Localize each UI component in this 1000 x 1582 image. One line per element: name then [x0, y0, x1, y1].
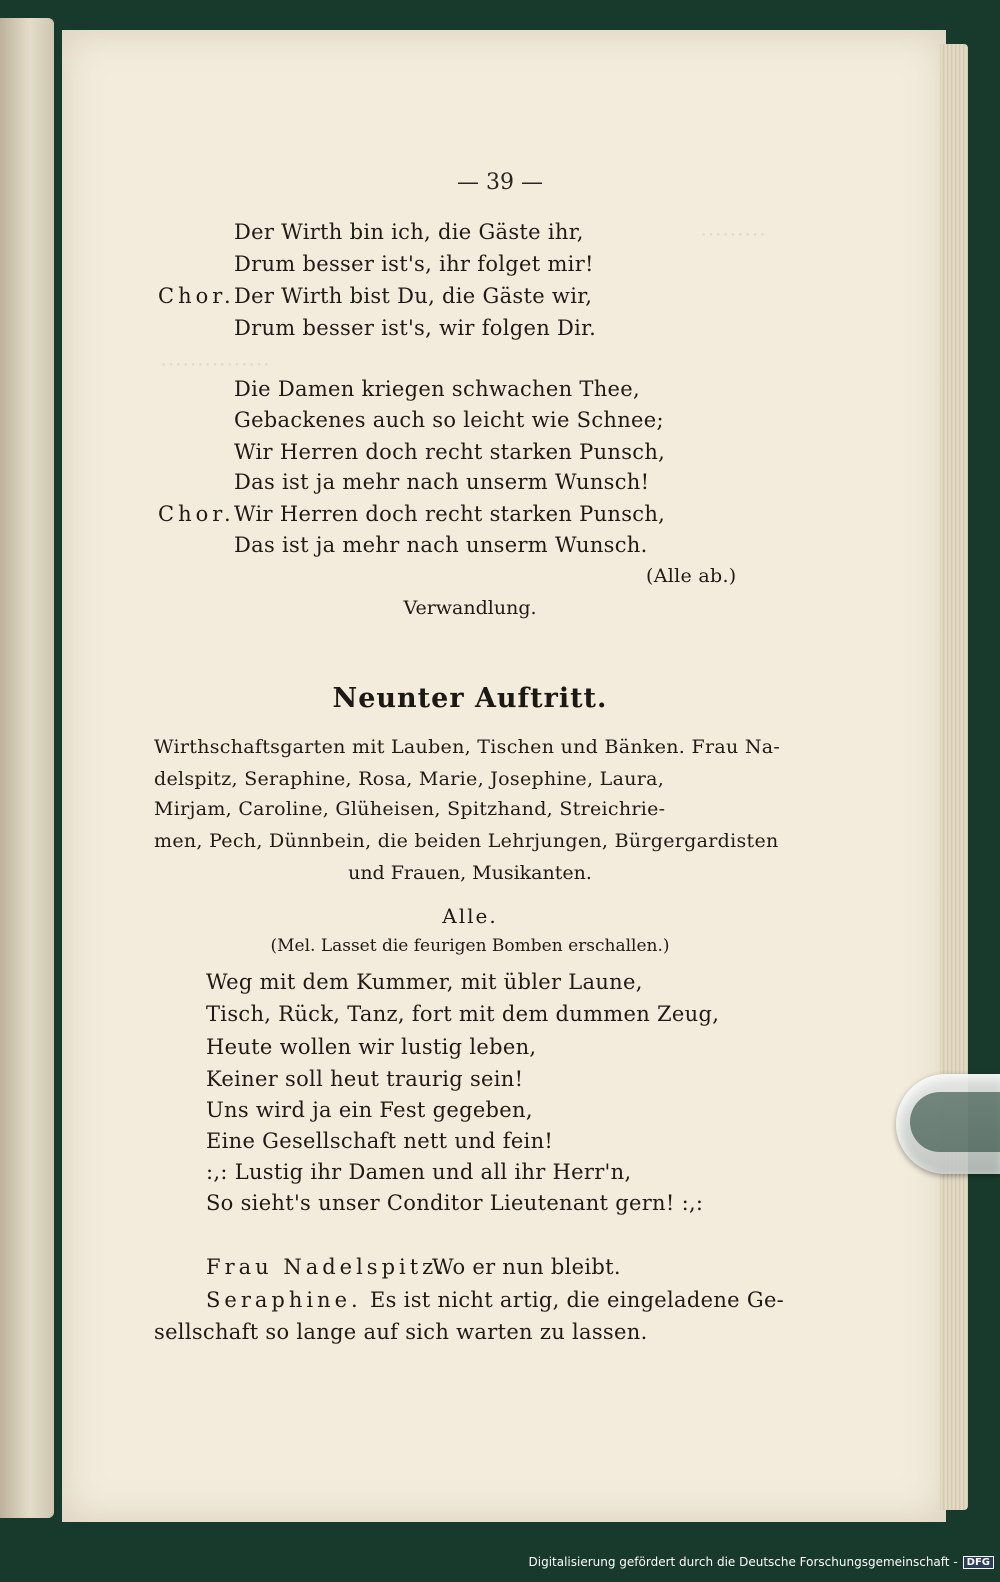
speaker-label: Chor.: [158, 502, 235, 526]
scene-description-line: und Frauen, Musikanten.: [348, 862, 592, 884]
page-stack-edge: [940, 44, 968, 1510]
song-line: Keiner soll heut traurig sein!: [206, 1067, 524, 1091]
bleed-through-text: ⋯⋯⋯: [700, 222, 766, 247]
verse-line: Drum besser ist's, wir folgen Dir.: [234, 316, 597, 340]
scene-description-line: Wirthschaftsgarten mit Lauben, Tischen und Bänken. Frau Na-: [154, 736, 781, 758]
digitization-credit: [529, 1555, 995, 1569]
page-clip: [896, 1074, 1000, 1174]
scene-description-line: delspitz, Seraphine, Rosa, Marie, Josephine, Laura,: [154, 768, 665, 790]
bleed-through-text: ⋯⋯⋯⋯⋯: [160, 352, 270, 377]
verse-line: Wir Herren doch recht starken Punsch,: [234, 502, 666, 526]
left-page-edge: [0, 18, 54, 1518]
melody-note: (Mel. Lasset die feurigen Bomben erschallen.): [270, 936, 670, 956]
dialogue-line: Es ist nicht artig, die eingeladene Ge-: [370, 1288, 785, 1312]
song-line: Heute wollen wir lustig leben,: [206, 1035, 537, 1059]
chorus-label: Alle.: [442, 904, 498, 928]
verse-line: Das ist ja mehr nach unserm Wunsch.: [234, 533, 648, 557]
stage-direction-exit: (Alle ab.): [646, 565, 737, 587]
song-line: Uns wird ja ein Fest gegeben,: [206, 1098, 533, 1122]
dfg-logo: DFG: [963, 1556, 994, 1569]
transformation-label: Verwandlung.: [403, 597, 537, 619]
scene-description-line: men, Pech, Dünnbein, die beiden Lehrjungen, Bürgergardisten: [154, 830, 779, 852]
verse-line: Das ist ja mehr nach unserm Wunsch!: [234, 470, 650, 494]
verse-line: Drum besser ist's, ihr folget mir!: [234, 252, 594, 276]
scene-title: Neunter Auftritt.: [332, 683, 608, 714]
page-number: — 39 —: [457, 170, 543, 195]
song-line: Tisch, Rück, Tanz, fort mit dem dummen Zeug,: [206, 1002, 720, 1026]
song-line: :,: Lustig ihr Damen und all ihr Herr'n,: [206, 1160, 632, 1184]
speaker-label: Frau Nadelspitz.: [206, 1255, 448, 1279]
song-line: Weg mit dem Kummer, mit übler Laune,: [206, 970, 643, 994]
song-line: Eine Gesellschaft nett und fein!: [206, 1129, 554, 1153]
dialogue-line: Wo er nun bleibt.: [432, 1255, 621, 1279]
credit-text: Digitalisierung gefördert durch die Deutsche Forschungsgemeinschaft -: [528, 1555, 958, 1569]
verse-line: Wir Herren doch recht starken Punsch,: [234, 440, 666, 464]
verse-line: Die Damen kriegen schwachen Thee,: [234, 377, 640, 401]
verse-line: Der Wirth bist Du, die Gäste wir,: [234, 284, 593, 308]
dialogue-line: sellschaft so lange auf sich warten zu lassen.: [154, 1320, 648, 1344]
song-line: So sieht's unser Conditor Lieutenant gern! :,:: [206, 1191, 704, 1215]
verse-line: Gebackenes auch so leicht wie Schnee;: [234, 408, 664, 432]
verse-line: Der Wirth bin ich, die Gäste ihr,: [234, 220, 584, 244]
scene-description-line: Mirjam, Caroline, Glüheisen, Spitzhand, Streichrie-: [154, 798, 666, 820]
speaker-label: Seraphine.: [206, 1288, 362, 1312]
speaker-label: Chor.: [158, 284, 235, 308]
